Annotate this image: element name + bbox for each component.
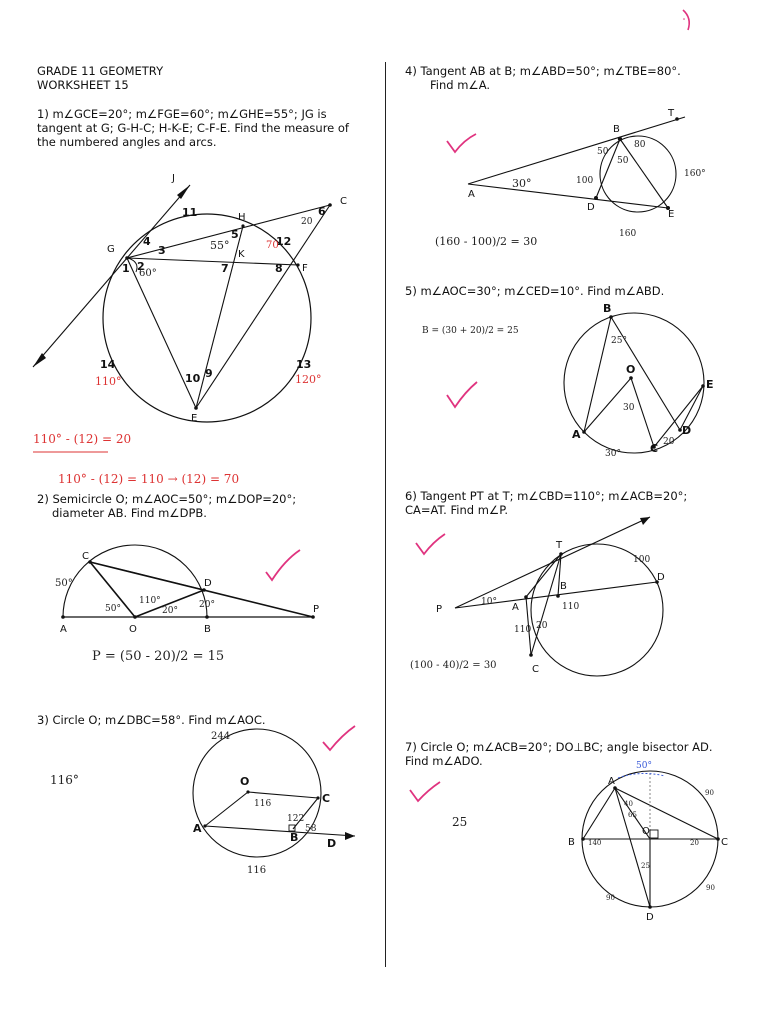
p1-num-9: 9 (205, 367, 213, 380)
p6-point-T: T (556, 540, 563, 551)
p2-note-110: 110° (139, 596, 161, 606)
p1-point-G: G (107, 244, 115, 255)
p4-note-100: 100 (576, 176, 594, 186)
p3-point-A: A (193, 822, 202, 835)
p1-point-J: J (172, 173, 175, 184)
p1-num-14: 14 (100, 358, 116, 371)
p1-num-13: 13 (296, 358, 312, 371)
p6-chord-TA (526, 554, 561, 597)
p1-note-55: 55° (210, 239, 230, 252)
p5-note-20: 20 (663, 437, 675, 447)
p1-num-8: 8 (275, 262, 283, 275)
p2-line-CD (90, 562, 204, 590)
p4-point-E: E (668, 209, 675, 220)
p7-note-90-top: 90 (705, 789, 714, 797)
p6-note-10: 10° (481, 597, 497, 607)
problem-4-line-2: Find m∠A. (430, 78, 491, 92)
p6-point-D: D (657, 572, 665, 583)
p3-point-O: O (240, 775, 250, 788)
p1-num-2: 2 (137, 260, 145, 273)
p4-point-A: A (468, 189, 475, 200)
problem-1-figure (33, 173, 347, 486)
p7-note-90-right: 90 (706, 884, 715, 892)
p3-point-D: D (327, 837, 337, 850)
p2-point-C: C (82, 551, 89, 562)
p1-work-line-2: 110° - (12) = 110 → (12) = 70 (58, 472, 240, 486)
p1-note-20: 20 (301, 217, 313, 227)
problem-4-figure (435, 108, 706, 248)
p1-point-E: E (191, 413, 198, 424)
p7-note-65: 65 (628, 811, 637, 819)
p2-note-50-angle: 50° (105, 604, 121, 614)
p4-note-80: 80 (634, 140, 646, 150)
problem-6-line-1: 6) Tangent PT at T; m∠CBD=110°; m∠ACB=20°; (405, 489, 688, 503)
p4-tangent-AT (468, 117, 685, 184)
p7-point-A: A (608, 776, 615, 787)
p4-work: (160 - 100)/2 = 30 (435, 235, 538, 248)
p2-note-20-angle: 20° (162, 606, 178, 616)
p1-point-K: K (238, 249, 245, 260)
p1-arrow-up (177, 185, 190, 199)
p5-note-30-angle: 30 (623, 403, 635, 413)
p3-note-58: 58 (305, 824, 317, 834)
problem-2-figure (55, 545, 319, 664)
p4-note-50-b: 50 (617, 156, 629, 166)
p1-num-1: 1 (122, 262, 130, 275)
p2-point-A: A (60, 624, 67, 635)
p3-check-mark (323, 726, 355, 750)
p3-line-AD (205, 826, 355, 836)
p1-num-7: 7 (221, 262, 229, 275)
p4-note-50-a: 50 (597, 147, 609, 157)
p5-chord-BD (611, 317, 680, 430)
p7-note-90-left: 90 (606, 894, 615, 902)
p7-chord-AB (583, 788, 615, 839)
problem-6-line-2: CA=AT. Find m∠P. (405, 503, 509, 517)
p3-note-244: 244 (211, 731, 231, 742)
p6-note-20: 20 (536, 621, 548, 631)
p1-num-6: 6 (318, 205, 326, 218)
p1-num-11: 11 (182, 206, 198, 219)
p6-check-mark (416, 534, 445, 554)
p1-chord-HE (196, 226, 243, 408)
p1-num-4: 4 (143, 235, 151, 248)
corner-pen-mark (683, 10, 689, 30)
p6-note-110-angle: 110 (562, 602, 580, 612)
p5-work: B = (30 + 20)/2 = 25 (422, 326, 519, 336)
p5-point-A: A (572, 428, 581, 441)
p2-point-D: D (204, 578, 212, 589)
p6-tangent-PT (455, 517, 650, 608)
p4-secant-AE (468, 184, 668, 208)
p5-point-D: D (682, 424, 692, 437)
p4-note-160: 160 (619, 229, 637, 239)
problem-1-line-2: tangent at G; G-H-C; H-K-E; C-F-E. Find the measure of (37, 121, 349, 135)
p1-chord-GF (127, 258, 298, 265)
p2-point-P: P (313, 604, 320, 615)
p2-point-B: B (204, 624, 211, 635)
p5-chord-BA (584, 317, 611, 432)
p1-num-5: 5 (231, 228, 239, 241)
p5-point-C: C (650, 442, 659, 455)
p2-check-mark (266, 550, 300, 580)
p7-note-140: 140 (588, 839, 602, 847)
worksheet-subtitle: WORKSHEET 15 (37, 78, 129, 92)
p3-line-AO (205, 792, 248, 826)
problem-7-line-1: 7) Circle O; m∠ACB=20°; DO⊥BC; angle bisector AD. (405, 740, 713, 754)
p5-point-B: B (603, 302, 612, 315)
p6-chord-TC (531, 554, 561, 655)
problem-7-line-2: Find m∠ADO. (405, 754, 483, 768)
p3-point-C: C (322, 792, 331, 805)
p3-point-B: B (290, 831, 299, 844)
problem-2-line-1: 2) Semicircle O; m∠AOC=50°; m∠DOP=20°; (37, 492, 297, 506)
p7-check-mark (410, 782, 440, 801)
p7-note-20: 20 (690, 839, 699, 847)
p3-note-116-angle: 116 (254, 799, 272, 809)
problem-5-line-1: 5) m∠AOC=30°; m∠CED=10°. Find m∠ABD. (405, 284, 665, 298)
problem-6-figure (410, 517, 665, 676)
p2-note-20-arc: 20° (199, 600, 215, 610)
p1-arrow-down (33, 353, 46, 367)
p4-note-30: 30° (512, 177, 532, 190)
corner-pen-dot (683, 18, 685, 20)
p3-note-116-arc: 116 (247, 865, 267, 876)
p5-point-E: E (706, 378, 714, 391)
p6-point-P: P (436, 604, 443, 615)
p7-answer: 25 (452, 815, 468, 829)
p4-point-T: T (668, 108, 675, 119)
p7-point-D: D (646, 912, 654, 923)
p1-num-12: 12 (276, 235, 292, 248)
problem-5-figure (422, 302, 714, 459)
p4-point-D: D (587, 202, 595, 213)
p1-point-F: F (302, 263, 308, 274)
p1-note-60: 60° (139, 268, 157, 279)
p1-tangent-line (33, 185, 190, 367)
problem-1-line-3: the numbered angles and arcs. (37, 135, 217, 149)
p1-note-70-red: 70 (266, 240, 279, 251)
p7-note-40: 40 (624, 800, 633, 808)
p4-note-160-arc: 160° (684, 169, 706, 179)
p6-note-110-arc: 110 (514, 625, 532, 635)
p7-point-O: O (642, 826, 650, 837)
p5-note-30-arc: 30° (605, 449, 621, 459)
p1-num-3: 3 (158, 244, 166, 257)
problem-3-line-1: 3) Circle O; m∠DBC=58°. Find m∠AOC. (37, 713, 266, 727)
p6-point-C: C (532, 664, 539, 675)
p1-num-10: 10 (185, 372, 201, 385)
p4-point-B: B (613, 124, 620, 135)
p2-work: P = (50 - 20)/2 = 15 (92, 649, 225, 664)
p6-work: (100 - 40)/2 = 30 (410, 660, 497, 671)
problem-1-line-1: 1) m∠GCE=20°; m∠FGE=60°; m∠GHE=55°; JG is (37, 107, 327, 121)
p6-point-B: B (560, 581, 567, 592)
p1-point-H: H (238, 212, 246, 223)
worksheet-title: GRADE 11 GEOMETRY (37, 64, 164, 78)
p7-note-25: 25 (641, 862, 650, 870)
problem-4-line-1: 4) Tangent AB at B; m∠ABD=50°; m∠TBE=80°. (405, 64, 681, 78)
p3-answer: 116° (50, 773, 79, 787)
p3-note-122: 122 (287, 814, 305, 824)
p5-point-O: O (626, 363, 636, 376)
p1-arc-110-red: 110° (95, 375, 122, 388)
problem-2-line-2: diameter AB. Find m∠DPB. (52, 506, 207, 520)
p5-check-mark (447, 382, 477, 407)
p3-line-OC (248, 792, 318, 798)
problem-7-figure (410, 761, 728, 923)
p7-point-B: B (568, 837, 575, 848)
p2-note-50-arc: 50° (55, 578, 73, 589)
p5-note-25: 25° (611, 336, 627, 346)
p7-note-50: 50° (636, 761, 652, 771)
p1-work-line-1: 110° - (12) = 20 (33, 432, 132, 446)
problem-3-figure (50, 726, 355, 876)
p1-arc-120-red: 120° (295, 373, 322, 386)
p1-point-C: C (340, 196, 347, 207)
p6-note-100-arc: 100 (633, 555, 651, 565)
p2-point-O: O (129, 624, 137, 635)
p4-check-mark (447, 134, 476, 152)
p7-point-C: C (721, 837, 728, 848)
p1-chord-GE (127, 258, 196, 408)
p6-point-A: A (512, 602, 519, 613)
